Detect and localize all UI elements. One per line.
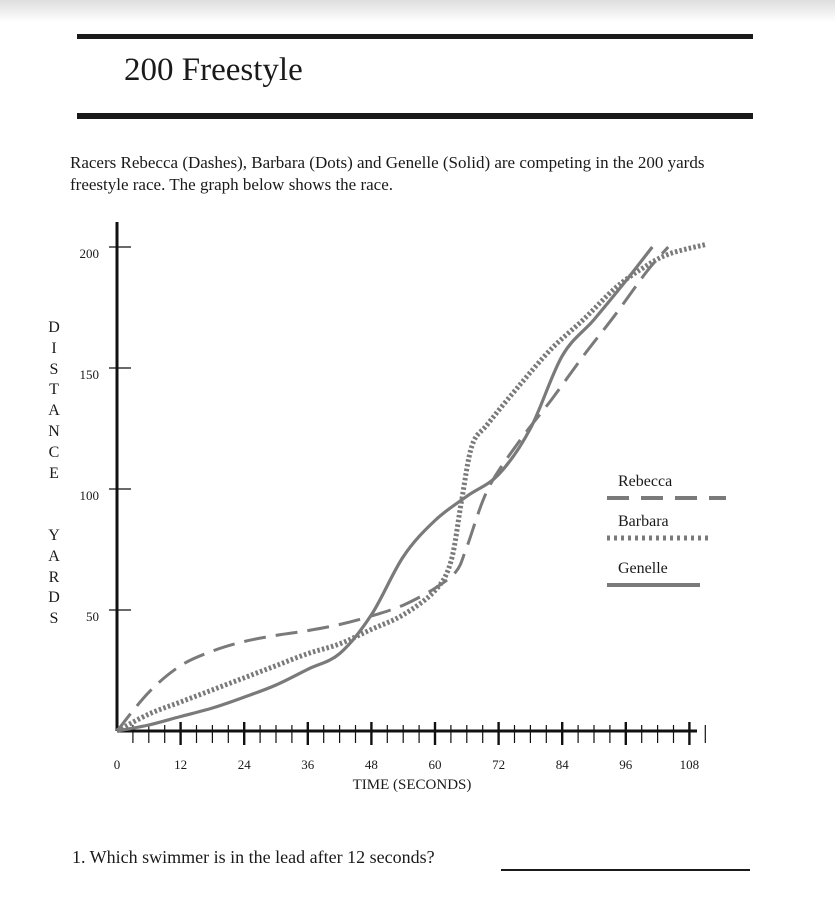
x-tick-label: 60: [428, 757, 442, 772]
page-title: 200 Freestyle: [124, 52, 303, 88]
y-tick-label: 200: [79, 246, 99, 261]
x-axis-label: TIME (SECONDS): [352, 777, 472, 793]
y-axis-label: D I S T A N C E Y A R D S: [48, 319, 60, 628]
y-tick-label: 150: [79, 367, 99, 382]
x-tick-label: 48: [364, 757, 378, 772]
intro-text: Racers Rebecca (Dashes), Barbara (Dots) and Genelle (Solid) are competing in the 200 yards freestyle race. The graph below shows the race.: [70, 153, 705, 194]
x-tick-label: 108: [679, 757, 700, 772]
legend-label-genelle: Genelle: [618, 560, 668, 577]
legend-label-barbara: Barbara: [618, 513, 669, 530]
series-line-rebecca: [117, 247, 668, 731]
question-1: 1. Which swimmer is in the lead after 12 seconds?: [72, 847, 435, 867]
y-tick-label: 100: [79, 488, 99, 503]
x-tick-label: 24: [237, 757, 251, 772]
x-tick-label: 36: [301, 757, 315, 772]
x-tick-label: 12: [174, 757, 188, 772]
x-tick-label: 84: [555, 757, 569, 772]
x-tick-label: 0: [113, 757, 121, 772]
x-tick-label: 72: [492, 757, 506, 772]
answer-line[interactable]: [501, 869, 750, 871]
x-tick-label: 96: [619, 757, 633, 772]
legend-label-rebecca: Rebecca: [618, 473, 673, 490]
y-tick-label: 50: [86, 609, 99, 624]
